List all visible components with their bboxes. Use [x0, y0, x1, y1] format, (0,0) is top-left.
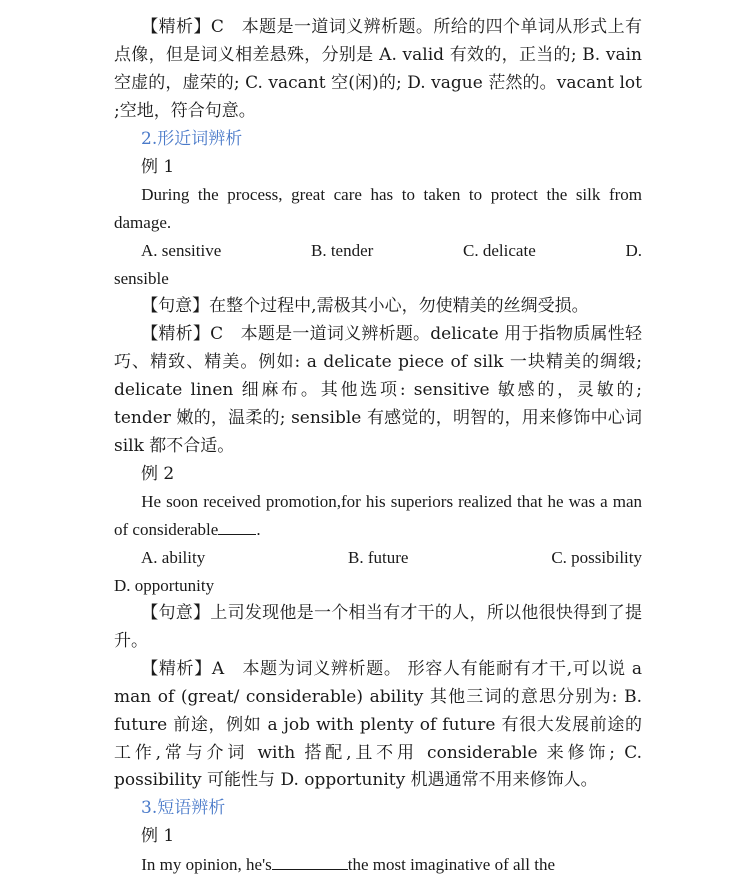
- sentence-meaning: 【句意】上司发现他是一个相当有才干的人，所以他很快得到了提升。: [114, 603, 642, 651]
- option-d-text: sensible: [114, 269, 169, 289]
- example-analysis: 【精析】C 本题是一道词义辨析题。delicate 用于指物质属性轻巧、精致、精美。例如: a delicate piece of silk 一块精美的绸缎; delicate linen 细麻布。其他选项: sensitive 敏感的，灵敏的; tender 嫩的，温柔的; sensible 有感觉的，明智的，用来修饰中心词 silk 都不合适。: [114, 323, 642, 456]
- option-a: A. ability: [141, 548, 206, 568]
- document-page: [114, 14, 642, 879]
- question-text-after: .: [256, 520, 261, 540]
- option-a: A. sensitive: [141, 241, 222, 261]
- example-label: 例 2: [141, 463, 175, 484]
- option-c: C. delicate: [463, 241, 536, 261]
- sentence-meaning: 【句意】在整个过程中,需极其小心，勿使精美的丝绸受损。: [141, 296, 589, 317]
- question-text: During the process, great care has to taken to protect the silk from damage.: [114, 185, 642, 233]
- option-c: C. possibility: [551, 548, 642, 568]
- answer-blank: [272, 851, 348, 870]
- section1-analysis: 【精析】C 本题是一道词义辨析题。所给的四个单词从形式上有点像，但是词义相差悬殊，分别是 A. valid 有效的，正当的; B. vain 空虚的，虚荣的; C. vacant 空(闲)的; D. vague 茫然的。vacant lot ;空地，符合句意。: [114, 17, 642, 121]
- option-d: D. opportunity: [114, 576, 215, 596]
- option-b: B. tender: [311, 241, 374, 261]
- example-analysis: 【精析】A 本题为词义辨析题。 形容人有能耐有才干,可以说 a man of (great/ considerable) ability 其他三词的意思分别为: B. future 前途，例如 a job with plenty of future 有很大发展前途的工作,常与介词 with 搭配,且不用 considerable 来修饰; C. possibility 可能性与 D. opportunity 机遇通常不用来修饰人。: [114, 658, 642, 791]
- option-d: D.: [625, 241, 642, 261]
- question-text: [114, 488, 642, 544]
- section3-heading: 3.短语辨析: [141, 798, 226, 819]
- example-label: 例 1: [141, 826, 175, 847]
- answer-options: [114, 237, 642, 265]
- section2-heading: 2.形近词辨析: [141, 128, 243, 149]
- answer-options: [114, 544, 642, 572]
- option-b: B. future: [348, 548, 409, 568]
- answer-blank: [218, 516, 256, 535]
- question-text-before: In my opinion, he's: [141, 855, 272, 875]
- question-text: [114, 851, 642, 879]
- question-text-after: the most imaginative of all the: [347, 855, 556, 875]
- example-label: 例 1: [141, 156, 175, 177]
- question-text-before: He soon received promotion,for his superiors realized that he was a man of considerable: [114, 492, 642, 540]
